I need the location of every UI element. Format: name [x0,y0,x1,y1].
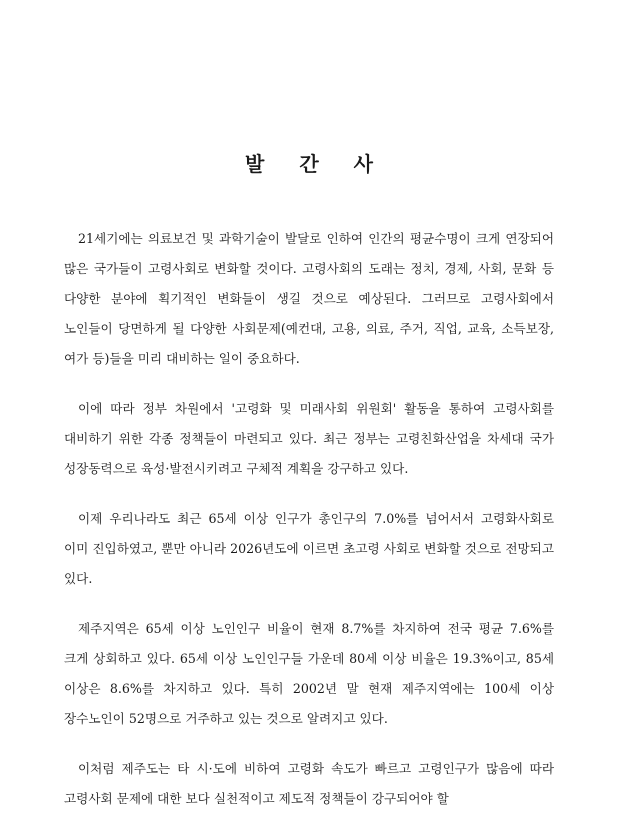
paragraph-5: 이처럼 제주도는 타 시·도에 비하여 고령화 속도가 빠르고 고령인구가 많음에 따라 고령사회 문제에 대한 보다 실천적이고 제도적 정책들이 강구되어야 할 [64,761,554,806]
paragraph-2: 이에 따라 정부 차원에서 '고령화 및 미래사회 위원회' 활동을 통하여 고령사회를 대비하기 위한 각종 정책들이 마련되고 있다. 최근 정부는 고령친화산업을 차세대 국가 성장동력으로 육성·발전시키려고 구체적 계획을 강구하고 있다. [64,401,554,476]
paragraph-3: 이제 우리나라도 최근 65세 이상 인구가 총인구의 7.0%를 넘어서서 고령화사회로 이미 진입하였고, 뿐만 아니라 2026년도에 이르면 초고령 사회로 변화할 것으로 전망되고 있다. [64,511,554,586]
document-body [64,224,554,834]
page-title: 발 간 사 [245,152,387,176]
paragraph-1: 21세기에는 의료보건 및 과학기술이 발달로 인하여 인간의 평균수명이 크게 연장되어 많은 국가들이 고령사회로 변화할 것이다. 고령사회의 도래는 정치, 경제, 사회, 문화 등 다양한 분야에 획기적인 변화들이 생길 것으로 예상된다. 그러므로 고령사회에서 노인들이 당면하게 될 다양한 사회문제(예컨대, 고용, 의료, 주거, 직업, 교육, 소득보장, 여가 등)들을 미리 대비하는 일이 중요하다. [64,231,554,366]
paragraph-4: 제주지역은 65세 이상 노인인구 비율이 현재 8.7%를 차지하여 전국 평균 7.6%를 크게 상회하고 있다. 65세 이상 노인인구들 가운데 80세 이상 비율은 19.3%이고, 85세 이상은 8.6%를 차지하고 있다. 특히 2002년 말 현재 제주지역에는 100세 이상 장수노인이 52명으로 거주하고 있는 것으로 알려지고 있다. [64,621,554,726]
